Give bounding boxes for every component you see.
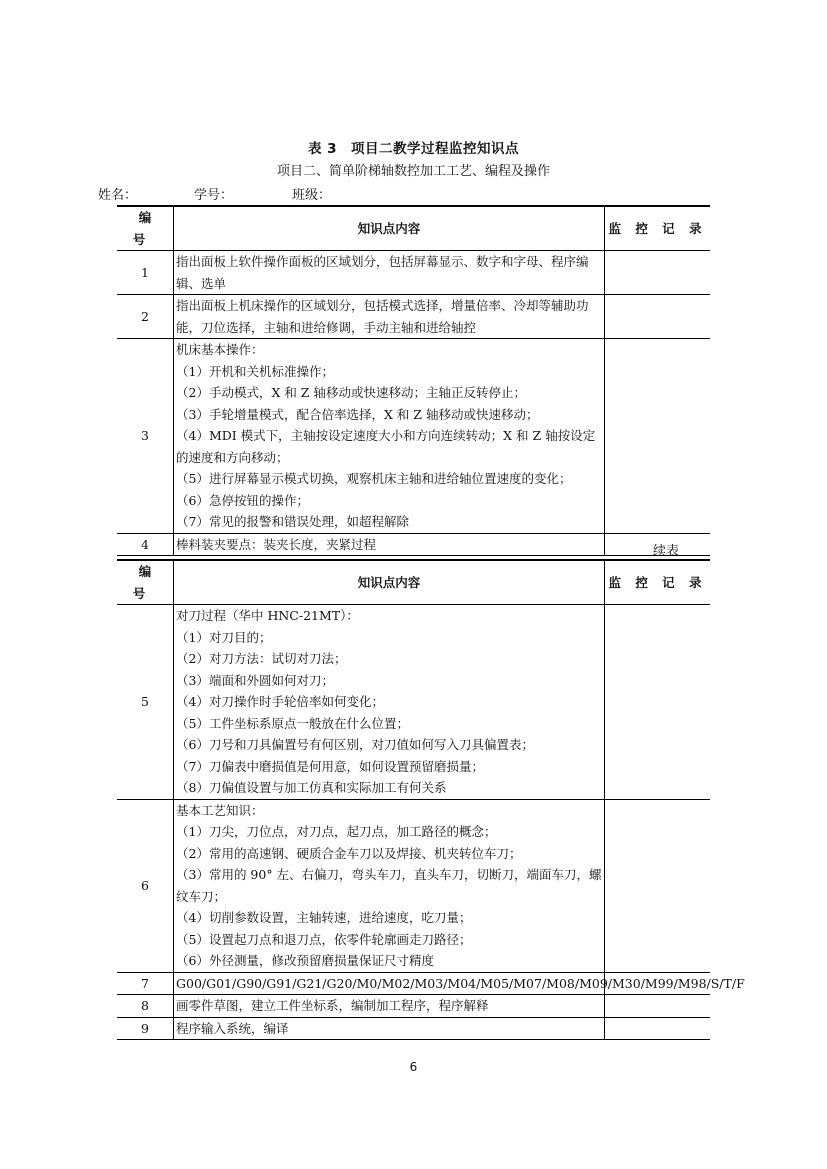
content-line: （3）手轮增量模式，配合倍率选择，X 和 Z 轴移动或快速移动； [176,406,539,422]
page-number: 6 [409,1060,418,1074]
row-content [174,251,605,295]
content-line: （5）工件坐标系原点一般放在什么位置； [176,715,409,731]
record-cell[interactable] [605,1017,711,1040]
row-content [174,605,605,800]
table-header-row [117,560,710,605]
content-line: （1）对刀目的； [176,629,272,645]
monitor-table-part2 [117,559,745,1040]
row-number: 5 [117,605,174,800]
record-cell[interactable] [605,251,711,295]
table-header-row [117,206,710,251]
table-row [117,799,710,972]
content-line: 机床基本操作： [176,342,264,357]
table-row [117,339,710,534]
record-cell[interactable] [605,799,711,972]
table-row [117,605,710,800]
row-content [174,339,605,534]
content-line: （8）刀偏值设置与加工仿真和实际加工有何关系 [176,780,447,795]
content-line: （4）切削参数设置，主轴转速，进给速度，吃刀量； [176,910,472,925]
row-number: 8 [117,995,174,1018]
content-line: 程序输入系统，编译 [176,1020,289,1036]
table-row [117,533,710,556]
content-line: 基本工艺知识： [176,802,264,818]
record-cell[interactable] [605,995,711,1018]
table-row [117,251,710,295]
row-content [174,799,605,972]
content-line: 指出面板上机床操作的区域划分，包括模式选择，增量倍率、冷却等辅助功能，刀位选择，主轴和进给修调，手动主轴和进给轴控 [176,298,589,335]
continued-label: 续表 [653,544,680,559]
row-number: 9 [117,1017,174,1040]
col-header-no: 编 号 [117,560,174,605]
table-row [117,972,710,995]
content-line: （4）MDI 模式下，主轴按设定速度大小和方向连续转动；X 和 Z 轴按设定的速度和方向移动； [176,428,596,465]
content-line: （3）端面和外圆如何对刀； [176,672,334,688]
col-header-record: 监 控 记 录 [605,206,711,251]
content-line: 画零件草图，建立工件坐标系，编制加工程序，程序解释 [176,998,489,1013]
record-cell[interactable] [605,339,711,534]
content-line: （2）常用的高速钢、硬质合金车刀以及焊接、机夹转位车刀； [176,845,522,861]
row-number: 7 [117,972,174,995]
content-line: （1）刀尖，刀位点，对刀点，起刀点，加工路径的概念； [176,824,497,839]
content-line: （3）常用的 90° 左、右偏刀，弯头车刀，直头车刀，切断刀，端面车刀，螺纹车刀； [176,867,602,904]
name-label: 姓名： [98,188,138,203]
content-line: （7）常见的报警和错误处理，如超程解除 [176,514,409,529]
row-content [174,972,745,995]
content-line: （5）设置起刀点和退刀点，依零件轮廓画走刀路径； [176,931,472,947]
row-number: 2 [117,295,174,339]
row-content [174,995,605,1018]
monitor-table-part1 [117,205,710,556]
class-label: 班级： [292,188,332,203]
col-header-no: 编 号 [117,206,174,251]
row-number: 4 [117,533,174,556]
content-line: （6）急停按钮的操作； [176,492,309,508]
content-line: （2）对刀方法：试切对刀法； [176,651,347,666]
table-row [117,995,710,1018]
content-line: （7）刀偏表中磨损值是何用意，如何设置预留磨损量； [176,758,484,774]
row-number: 1 [117,251,174,295]
content-line: （1）开机和关机标准操作； [176,363,334,379]
record-cell[interactable] [605,295,711,339]
col-header-content: 知识点内容 [174,560,605,605]
table-row [117,295,710,339]
table-subtitle: 项目二、简单阶梯轴数控加工工艺、编程及操作 [276,164,550,179]
row-content [174,533,605,556]
table-title: 表 3 项目二教学过程监控知识点 [307,141,520,157]
row-number: 6 [117,799,174,972]
col-header-content: 知识点内容 [174,206,605,251]
row-content [174,1017,605,1040]
content-line: （4）对刀操作时手轮倍率如何变化； [176,694,384,709]
content-line: G00/G01/G90/G91/G21/G20/M0/M02/M03/M04/M05/M07/M08/M09/M30/M99/M98/S/T/F [176,975,745,991]
col-header-record: 监 控 记 录 [605,560,711,605]
content-line: 对刀过程（华中 HNC-21MT）： [176,608,359,623]
content-line: （5）进行屏幕显示模式切换，观察机床主轴和进给轴位置速度的变化； [176,471,572,486]
row-number: 3 [117,339,174,534]
content-line: （6）刀号和刀具偏置号有何区别，对刀值如何写入刀具偏置表； [176,737,534,752]
student-id-label: 学号： [194,188,234,203]
row-content [174,295,605,339]
content-line: （2）手动模式，X 和 Z 轴移动或快速移动；主轴正反转停止； [176,385,526,400]
content-line: 指出面板上软件操作面板的区域划分，包括屏幕显示、数字和字母、程序编辑、选单 [176,254,589,291]
record-cell[interactable] [605,605,711,800]
table-row [117,1017,710,1040]
content-line: 棒料装夹要点：装夹长度，夹紧过程 [176,536,377,552]
content-line: （6）外径测量，修改预留磨损量保证尺寸精度 [176,953,434,968]
